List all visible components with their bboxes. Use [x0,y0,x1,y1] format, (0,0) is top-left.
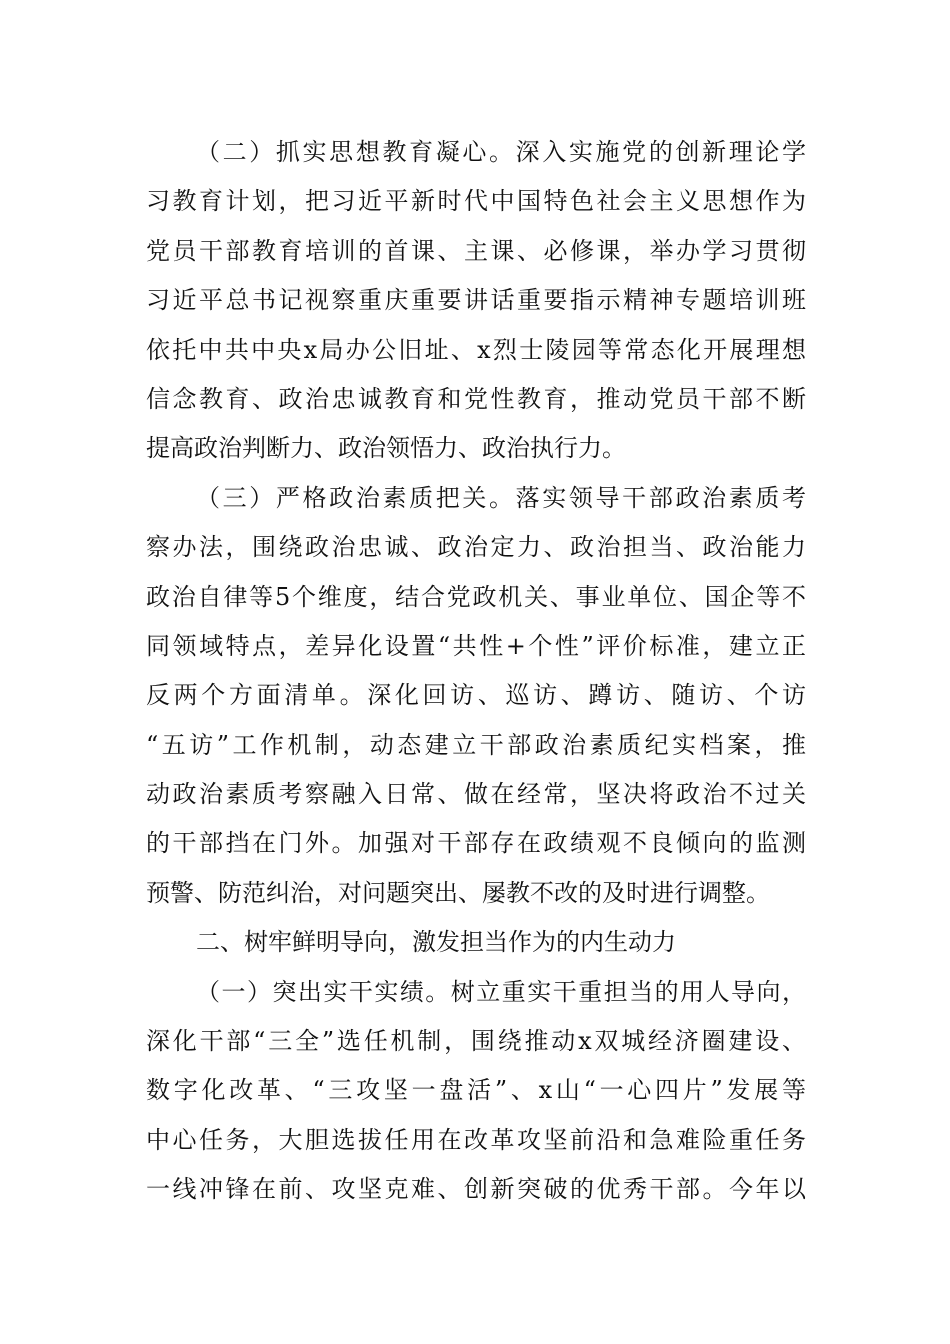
section-heading: 二、树牢鲜明导向，激发担当作为的内生动力 [196,928,676,957]
document-body [146,128,806,1215]
paragraph-line: 同领域特点，差异化设置“共性+个性”评价标准，建立正 [146,631,806,660]
paragraph-line: 深化干部“三全”选任机制，围绕推动x双城经济圈建设、 [146,1027,806,1056]
paragraph-line: 察办法，围绕政治忠诚、政治定力、政治担当、政治能力 [146,533,806,562]
paragraph-line: （二）抓实思想教育凝心。深入实施党的创新理论学 [196,138,806,166]
paragraph-line: 数字化改革、“三攻坚一盘活”、x山“一心四片”发展等 [146,1076,806,1105]
paragraph-line: 信念教育、政治忠诚教育和党性教育，推动党员干部不断 [146,384,806,413]
paragraph-line: 政治自律等5个维度，结合党政机关、事业单位、国企等不 [146,582,806,611]
paragraph-line: 党员干部教育培训的首课、主课、必修课，举办学习贯彻 [146,236,806,265]
paragraph-line: 动政治素质考察融入日常、做在经常，坚决将政治不过关 [146,780,806,809]
paragraph-line: 提高政治判断力、政治领悟力、政治执行力。 [146,434,626,463]
paragraph-line: “五访”工作机制，动态建立干部政治素质纪实档案，推 [146,730,806,759]
paragraph-line: 习近平总书记视察重庆重要讲话重要指示精神专题培训班 [146,286,806,315]
paragraph-line: （三）严格政治素质把关。落实领导干部政治素质考 [196,483,806,512]
paragraph-line: 预警、防范纠治，对问题突出、屡教不改的及时进行调整。 [146,878,770,907]
paragraph-line: （一）突出实干实绩。树立重实干重担当的用人导向， [196,977,806,1006]
paragraph-line: 中心任务，大胆选拔任用在改革攻坚前沿和急难险重任务 [146,1125,806,1154]
paragraph-line: 的干部挡在门外。加强对干部存在政绩观不良倾向的监测 [146,829,806,858]
paragraph-line: 一线冲锋在前、攻坚克难、创新突破的优秀干部。今年以 [146,1175,806,1204]
paragraph-line: 习教育计划，把习近平新时代中国特色社会主义思想作为 [146,187,806,216]
paragraph-line: 反两个方面清单。深化回访、巡访、蹲访、随访、个访 [146,681,806,710]
paragraph-line: 依托中共中央x局办公旧址、x烈士陵园等常态化开展理想 [146,335,806,364]
